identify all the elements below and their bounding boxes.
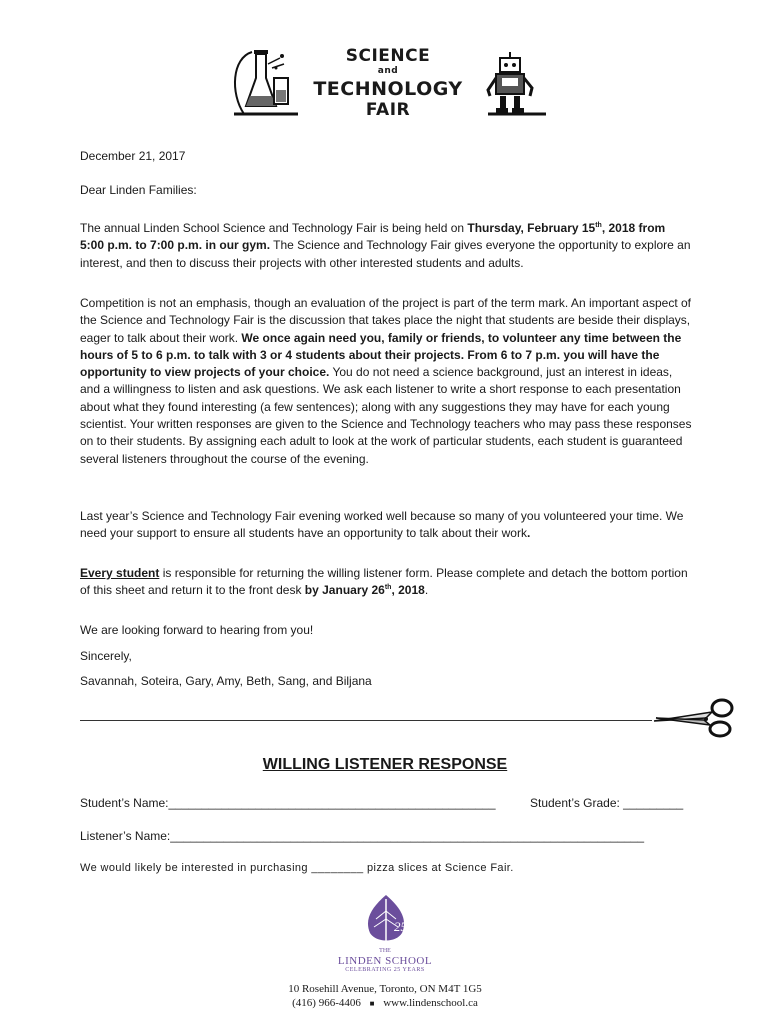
banner-line-technology: TECHNOLOGY [313,78,463,100]
p2-text: Competition is not an emphasis, though an evaluation of the project is part of the term mark. An important aspect of the Science and Technology Fair is the discussion that takes place the night that students are beside their displays, eager to talk about their work. [80,296,691,345]
p1-date-bold: Thursday, February 15 [467,221,596,235]
banner-line-fair: FAIR [365,100,411,120]
p4-period: . [424,583,429,598]
p1-text: The annual Linden School Science and Technology Fair is being held on [80,221,468,235]
footer-address: 10 Rosehill Avenue, Toronto, ON M4T 1G5 [288,983,482,995]
letter-signatures: Savannah, Soteira, Gary, Amy, Beth, Sang, and Biljana [80,674,372,688]
logo-school-name: LINDEN SCHOOL [337,955,433,967]
cut-line [80,720,652,721]
logo-tagline: CELEBRATING 25 YEARS [345,967,425,973]
lab-equipment-icon [228,48,300,118]
p4-year-bold: , 2018 [391,583,425,598]
scissors-icon [650,696,738,740]
p1-time-bold: , 2018 from 5:00 p.m. to 7:00 p.m. in our gym. [80,221,666,253]
p1-text-end: The Science and Technology Fair gives everyone the opportunity to explore an interest, and then to discuss their projects with other interested students and adults. [80,238,691,270]
paragraph-form-return [80,565,692,600]
footer-contact [200,997,570,1009]
p3-period: . [526,526,531,541]
banner-line-and: and [377,66,399,76]
footer-website[interactable]: www.lindenschool.ca [383,997,478,1009]
banner-line-science: SCIENCE [345,46,431,66]
student-name-field[interactable]: Student’s Name:_________________________________________________ [80,796,496,810]
logo-the: THE [379,948,391,954]
p4-deadline-bold: by January 26 [304,583,385,598]
p4-text: is responsible for returning the willing listener form. Please complete and detach the bottom portion of this sheet and return it to the front desk [80,566,688,598]
letter-date: December 21, 2017 [80,149,186,163]
letter-closing-line: We are looking forward to hearing from you! [80,623,314,637]
paragraph-fair-date [80,220,692,272]
robot-icon [486,50,548,116]
p4-every-student: Every student [80,566,160,580]
student-grade-field[interactable]: Student’s Grade: _________ [530,796,684,810]
letter-sincerely: Sincerely, [80,649,132,663]
linden-leaf-logo-icon [358,893,414,951]
footer-phone: (416) 966-4406 [292,997,361,1009]
paragraph-last-year [80,508,692,543]
listener-name-field[interactable]: Listener’s Name:_______________________________________________________________________ [80,829,645,843]
fair-banner [228,44,548,120]
logo-number: 25 [394,919,407,934]
p1-date-sup: th [595,222,602,229]
p4-deadline-sup: th [384,584,392,592]
p3-text: Last year’s Science and Technology Fair evening worked well because so many of you volunteered your time. We need your support to ensure all students have an opportunity to talk about their work [80,509,684,541]
letter-greeting: Dear Linden Families: [80,183,197,197]
footer-separator: ■ [369,999,375,1008]
paragraph-volunteer-request [80,295,692,468]
p2-text-end: You do not need a science background, just an interest in ideas, and a willingness to listen and ask questions. We ask each listener to write a short response to each presentation about what they found interesting (a few sentences); along with any suggestions they may have for each young scientist. Your written responses are given to the Science and Technology teachers who may pass these responses on to their students. By assigning each adult to look at the work of particular students, each student is guaranteed several listeners throughout the course of the evening. [80,365,692,466]
form-title: WILLING LISTENER RESPONSE [262,756,508,773]
pizza-field[interactable]: We would likely be interested in purchasing ________ pizza slices at Science Fair. [80,862,514,874]
p2-bold: We once again need you, family or friends, to volunteer any time between the hours of 5 to 6 p.m. to talk with 3 or 4 students about their projects. From 6 to 7 p.m. you will have the opportunity to view projects of your choice. [80,330,682,380]
